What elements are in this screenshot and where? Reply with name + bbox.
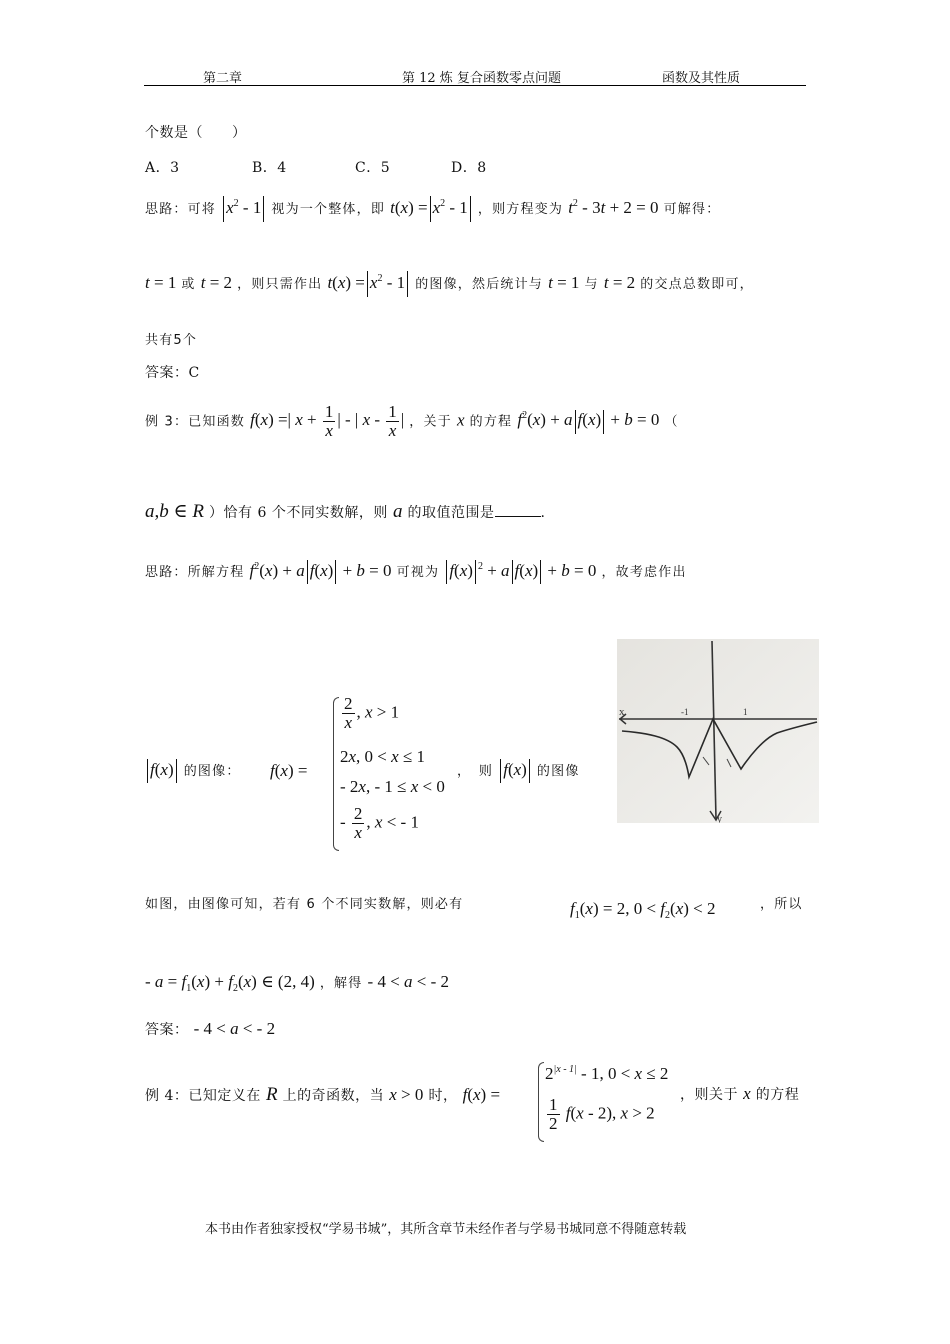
piece-2: 2x, 0 < x ≤ 1 — [340, 747, 426, 766]
math-t1: t = 1 — [548, 272, 580, 292]
math-a: a — [392, 501, 403, 522]
text: 例 4：已知定义在 — [145, 1088, 261, 1104]
piece-4: - $\frac{2}{x}$ , x < - 1 — [340, 804, 419, 842]
text: 时， — [428, 1088, 458, 1104]
ex3-statement — [145, 403, 679, 440]
ex2-answer: 答案：C — [145, 365, 200, 381]
ex4-statement — [145, 1084, 500, 1106]
text: 思路：可将 — [145, 201, 217, 217]
math-equation-abs: f(x) $^2$ + a f(x) + b = 0 — [444, 561, 596, 580]
math-t1: t = 1 — [145, 272, 177, 292]
math-quadratic: $t^2 - 3t + 2 = 0$ — [568, 197, 659, 217]
text: 可解得： — [663, 201, 721, 217]
ex2-reasoning-line2 — [145, 271, 754, 297]
text: 答案： — [145, 1022, 189, 1038]
math-R: R — [265, 1084, 278, 1105]
piece-3: - 2x, - 1 ≤ x < 0 — [340, 777, 445, 796]
graph-photo — [617, 639, 819, 823]
piecewise-brace — [538, 1062, 544, 1142]
option-b: B．4 — [252, 160, 287, 176]
piecewise-brace — [333, 697, 339, 851]
text: 如图，由图像可知，若有 6 个不同实数解，则必有 — [145, 897, 464, 912]
option-a: A．3 — [145, 160, 180, 176]
ex2-reasoning-line1 — [145, 196, 720, 222]
option-d: D．8 — [451, 160, 487, 176]
text: . — [540, 505, 546, 521]
text: 例 3：已知函数 — [145, 414, 246, 430]
text: ，则只需作出 — [237, 276, 323, 292]
ex3-solve — [145, 972, 449, 992]
text: ， 则 — [457, 763, 494, 779]
text: ，关于 — [409, 414, 452, 430]
text: ，所以 — [760, 897, 803, 912]
hand-drawn-graph — [617, 639, 819, 823]
math-range: - 4 < a < - 2 — [367, 972, 450, 991]
ex4-piece-1: $2^{|x - 1|} - 1$, 0 < x ≤ 2 — [545, 1064, 669, 1083]
text: ，则方程变为 — [477, 201, 564, 217]
math-f1-f2: $f_1(x) = 2$, $0 < f_2(x) < 2$ — [570, 899, 716, 921]
text: 的交点总数即可， — [640, 276, 754, 292]
math-t2: t = 2 — [200, 272, 233, 292]
ex3-statement-line2 — [145, 500, 545, 523]
math-ab-in-R: a,b ∈ R — [145, 501, 204, 522]
axis-label-x: x — [619, 706, 625, 718]
question-tail: 个数是（ ） — [145, 125, 247, 141]
option-c: C．5 — [355, 160, 391, 176]
text: 可视为 — [396, 564, 440, 580]
answer-blank — [495, 504, 541, 517]
ex3-conclusion — [145, 893, 463, 912]
ex2-count: 共有5个 — [145, 333, 198, 348]
header-lesson-title: 第 12 炼 复合函数零点问题 — [402, 71, 561, 86]
text: （ — [664, 414, 679, 430]
text: 的方程 — [469, 414, 513, 430]
math-equation: $f^2(x) + a$ f(x) + b = 0 — [517, 410, 659, 429]
piece-1: $\frac{2}{x}$ , x > 1 — [344, 694, 400, 732]
text: ）恰有 6 个不同实数解，则 — [209, 505, 388, 521]
header-rule — [144, 85, 806, 86]
text: 的取值范围是 — [407, 505, 495, 521]
math-f-eq: f(x) = — [270, 761, 308, 780]
math-x-pos: x > 0 — [389, 1085, 424, 1104]
tick-neg1: -1 — [681, 707, 689, 717]
math-range: - 4 < a < - 2 — [193, 1019, 276, 1038]
text: 视为一个整体，即 — [271, 201, 386, 217]
math-t-def: $t(x) = x^2 - 1$ — [390, 198, 473, 217]
footer-copyright: 本书由作者独家授权“学易书城”，其所含章节未经作者与学易书城同意不得随意转载 — [205, 1222, 687, 1237]
math-t2: t = 2 — [603, 272, 636, 292]
ex4-statement-tail — [680, 1084, 799, 1104]
math-x: x — [743, 1084, 751, 1103]
text: 思路：所解方程 — [145, 564, 245, 580]
text: 的图像： — [183, 763, 241, 779]
ex4-piece-2: $\frac{1}{2}$ f(x - 2), x > 2 — [549, 1095, 655, 1133]
ex3-abs-f-label — [145, 759, 241, 783]
math-equation: $f^2(x) + a$ f(x) + b = 0 — [250, 561, 392, 580]
text: 上的奇函数，当 — [282, 1088, 385, 1104]
math-abs-f: f(x) — [498, 760, 532, 779]
text: 的方程 — [755, 1087, 800, 1103]
text: ，解得 — [319, 976, 363, 991]
ex3-answer — [145, 1019, 275, 1039]
ex3-thinking — [145, 560, 687, 584]
ex3-then — [457, 759, 580, 783]
axis-label-y: y — [717, 814, 722, 823]
text: 的图像，然后统计与 — [415, 276, 544, 292]
math-abs-x2-1: $x^2 - 1$ — [221, 198, 266, 217]
math-sum: - $a = f_1(x) + f_2(x)$ ∈ (2, 4) — [145, 972, 315, 994]
tick-pos1: 1 — [743, 707, 748, 717]
text: ，故考虑作出 — [601, 564, 687, 580]
text: 与 — [584, 276, 599, 292]
math-f-eq: f(x) = — [462, 1085, 501, 1104]
header-chapter: 第二章 — [203, 71, 243, 86]
text: 或 — [181, 276, 196, 292]
math-f-def: f(x) =| x + $\frac{1}{x}$ | - | x - $\frac{1}{x}$ | — [250, 402, 405, 440]
text: ，则关于 — [680, 1087, 738, 1103]
header-topic: 函数及其性质 — [662, 71, 741, 86]
math-abs-f: f(x) — [145, 760, 179, 779]
text: 的图像 — [536, 763, 580, 779]
math-t-def: $t(x) = x^2 - 1$ — [327, 273, 410, 292]
math-x: x — [457, 410, 465, 430]
